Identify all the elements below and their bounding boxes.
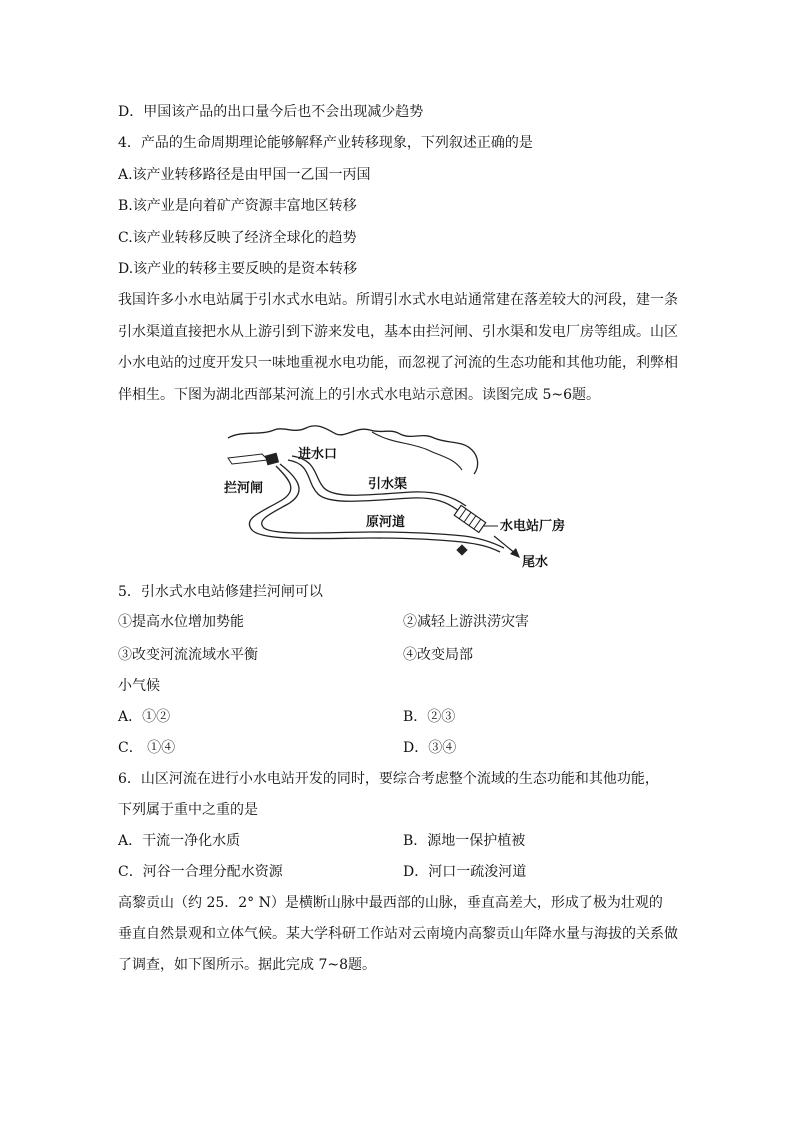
question-6-stem-cont: 下列属于重中之重的是 <box>118 802 258 818</box>
label-dam: 拦河闸 <box>224 481 264 496</box>
upstream-water-left <box>228 454 268 464</box>
hydropower-diagram-svg <box>222 420 582 580</box>
mountain-ridge <box>372 432 462 470</box>
question-6-option-c: C．河谷一合理分配水资源 <box>118 864 283 880</box>
passage2-line-1: 高黎贡山（约 25．2° N）是横断山脉中最西部的山脉，垂直高差大，形成了极为壮观的 <box>118 895 663 911</box>
question-5-stem: 5．引水式水电站修建拦河闸可以 <box>118 584 323 600</box>
question-5-statement-4: ④改变局部 <box>403 647 473 663</box>
question-5-statement-2: ②减轻上游洪涝灾害 <box>403 614 529 630</box>
question-5-option-b: B．②③ <box>403 709 456 725</box>
label-river: 原河道 <box>366 515 406 530</box>
passage-line-1: 我国许多小水电站属于引水式水电站。所谓引水式水电站通常建在落差较大的河段，建一条 <box>118 292 678 308</box>
dam-symbol <box>265 453 279 466</box>
passage-line-2: 引水渠道直接把水从上游引到下游来发电，基本由拦河闸、引水渠和发电厂房等组成。山区 <box>118 324 678 340</box>
question-4-option-b: B.该产业是向着矿产资源丰富地区转移 <box>118 198 357 214</box>
question-3-option-d: D．甲国该产品的出口量今后也不会出现减少趋势 <box>118 104 424 120</box>
passage2-line-2: 垂直自然景观和立体气候。某大学科研工作站对云南境内高黎贡山年降水量与海拔的关系做 <box>118 926 678 942</box>
question-5-statement-1: ①提高水位增加势能 <box>118 614 244 630</box>
passage2-line-3: 了调查，如下图所示。据此完成 7~8题。 <box>118 957 376 973</box>
question-4-stem: 4．产品的生命周期理论能够解释产业转移现象，下列叙述正确的是 <box>118 135 533 151</box>
question-4-option-a: A.该产业转移路径是由甲国一乙国一丙国 <box>118 167 371 183</box>
question-5-option-c: C． ①④ <box>118 740 176 756</box>
label-canal: 引水渠 <box>368 477 408 492</box>
diamond-marker <box>456 544 467 555</box>
question-5-statement-4-cont: 小气候 <box>118 678 160 694</box>
label-tailwater: 尾水 <box>522 555 549 570</box>
question-4-option-d: D.该产业的转移主要反映的是资本转移 <box>118 261 358 277</box>
mountain-outline <box>228 426 478 474</box>
label-plant: 水电站厂房 <box>500 519 566 534</box>
hydropower-station-diagram <box>222 420 582 580</box>
power-plant-building <box>454 505 485 532</box>
question-6-option-b: B．源地一保护植被 <box>403 833 526 849</box>
question-4-option-c: C.该产业转移反映了经济全球化的趋势 <box>118 230 357 246</box>
question-5-option-d: D．③④ <box>403 740 457 756</box>
question-6-option-d: D．河口一疏浚河道 <box>403 864 527 880</box>
question-5-option-a: A．①② <box>118 709 171 725</box>
label-intake: 进水口 <box>298 447 338 462</box>
tailwater-arrow-head <box>510 548 520 558</box>
question-5-statement-3: ③改变河流流域水平衡 <box>118 647 258 663</box>
question-6-stem: 6．山区河流在进行小水电站开发的同时，要综合考虑整个流域的生态功能和其他功能， <box>118 771 659 787</box>
passage-line-4: 伴相生。下图为湖北西部某河流上的引水式水电站示意困。读图完成 5~6题。 <box>118 387 600 403</box>
question-6-option-a: A．干流一净化水质 <box>118 833 241 849</box>
passage-line-3: 小水电站的过度开发只一味地重视水电功能，而忽视了河流的生态功能和其他功能，利弊相 <box>118 355 678 371</box>
